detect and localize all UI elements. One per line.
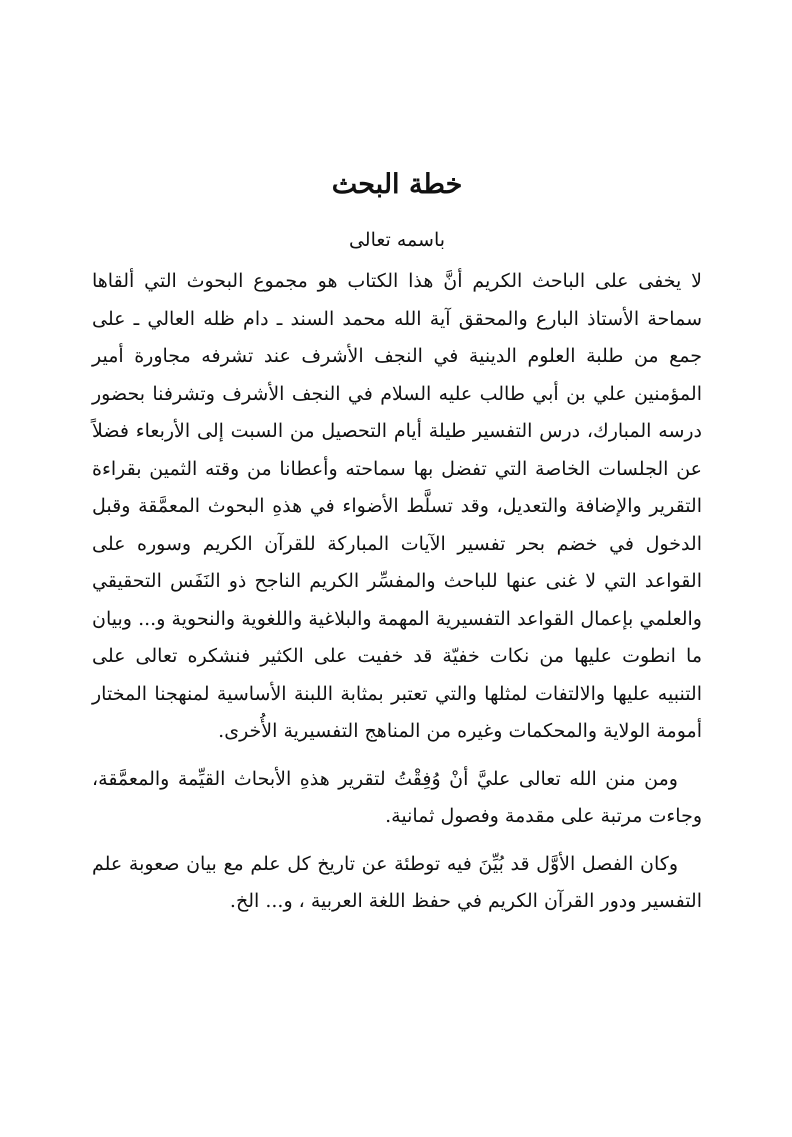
body-paragraph-1: لا يخفى على الباحث الكريم أنَّ هذا الكتاب هو مجموع البحوث التي ألقاها سماحة الأستاذ البارع والمحقق آية الله محمد السند ـ دام ظله العالي ـ على جمع من طلبة العلوم الدينية في النجف الأشرف عند تشرفه مجاورة أمير المؤمنين علي بن أبي طالب عليه السلام في النجف الأشرف وتشرفنا بحضور درسه المبارك، درس التفسير طيلة أيام التحصيل من السبت إلى الأربعاء فضلاً عن الجلسات الخاصة التي تفضل بها سماحته وأعطانا من وقته الثمين بقراءة التقرير والإضافة والتعديل، وقد تسلَّط الأضواء في هذهِ البحوث المعمَّقة وقبل الدخول في خضم بحر تفسير الآيات المباركة للقرآن الكريم وسوره على القواعد التي لا غنى عنها للباحث والمفسِّر الكريم الناجح ذو النَفَس التحقيقي والعلمي بإعمال القواعد التفسيرية المهمة والبلاغية واللغوية والنحوية و... وبيان ما انطوت عليها من نكات خفيّة قد خفيت على الكثير فنشكره تعالى على التنبيه عليها والالتفات لمثلها والتي تعتبر بمثابة اللبنة الأساسية لمنهجنا المختار أمومة الولاية والمحكمات وغيره من المناهج التفسيرية الأُخرى. (92, 270, 702, 742)
page-title: خطة البحث (331, 169, 463, 200)
body-paragraph-2: ومن منن الله تعالى عليَّ أنْ وُفِقْتُ لتقرير هذهِ الأبحاث القيِّمة والمعمَّقة، وجاءت مرتبة على مقدمة وفصول ثمانية. (92, 767, 702, 827)
page-subtitle: باسمه تعالى (348, 229, 446, 251)
document-page (92, 165, 702, 921)
body-paragraph-3: وكان الفصل الأوَّل قد بُيِّنَ فيه توطئة عن تاريخ كل علم مع بيان صعوبة علم التفسير ودور القرآن الكريم في حفظ اللغة العربية ، و... الخ. (92, 852, 702, 912)
